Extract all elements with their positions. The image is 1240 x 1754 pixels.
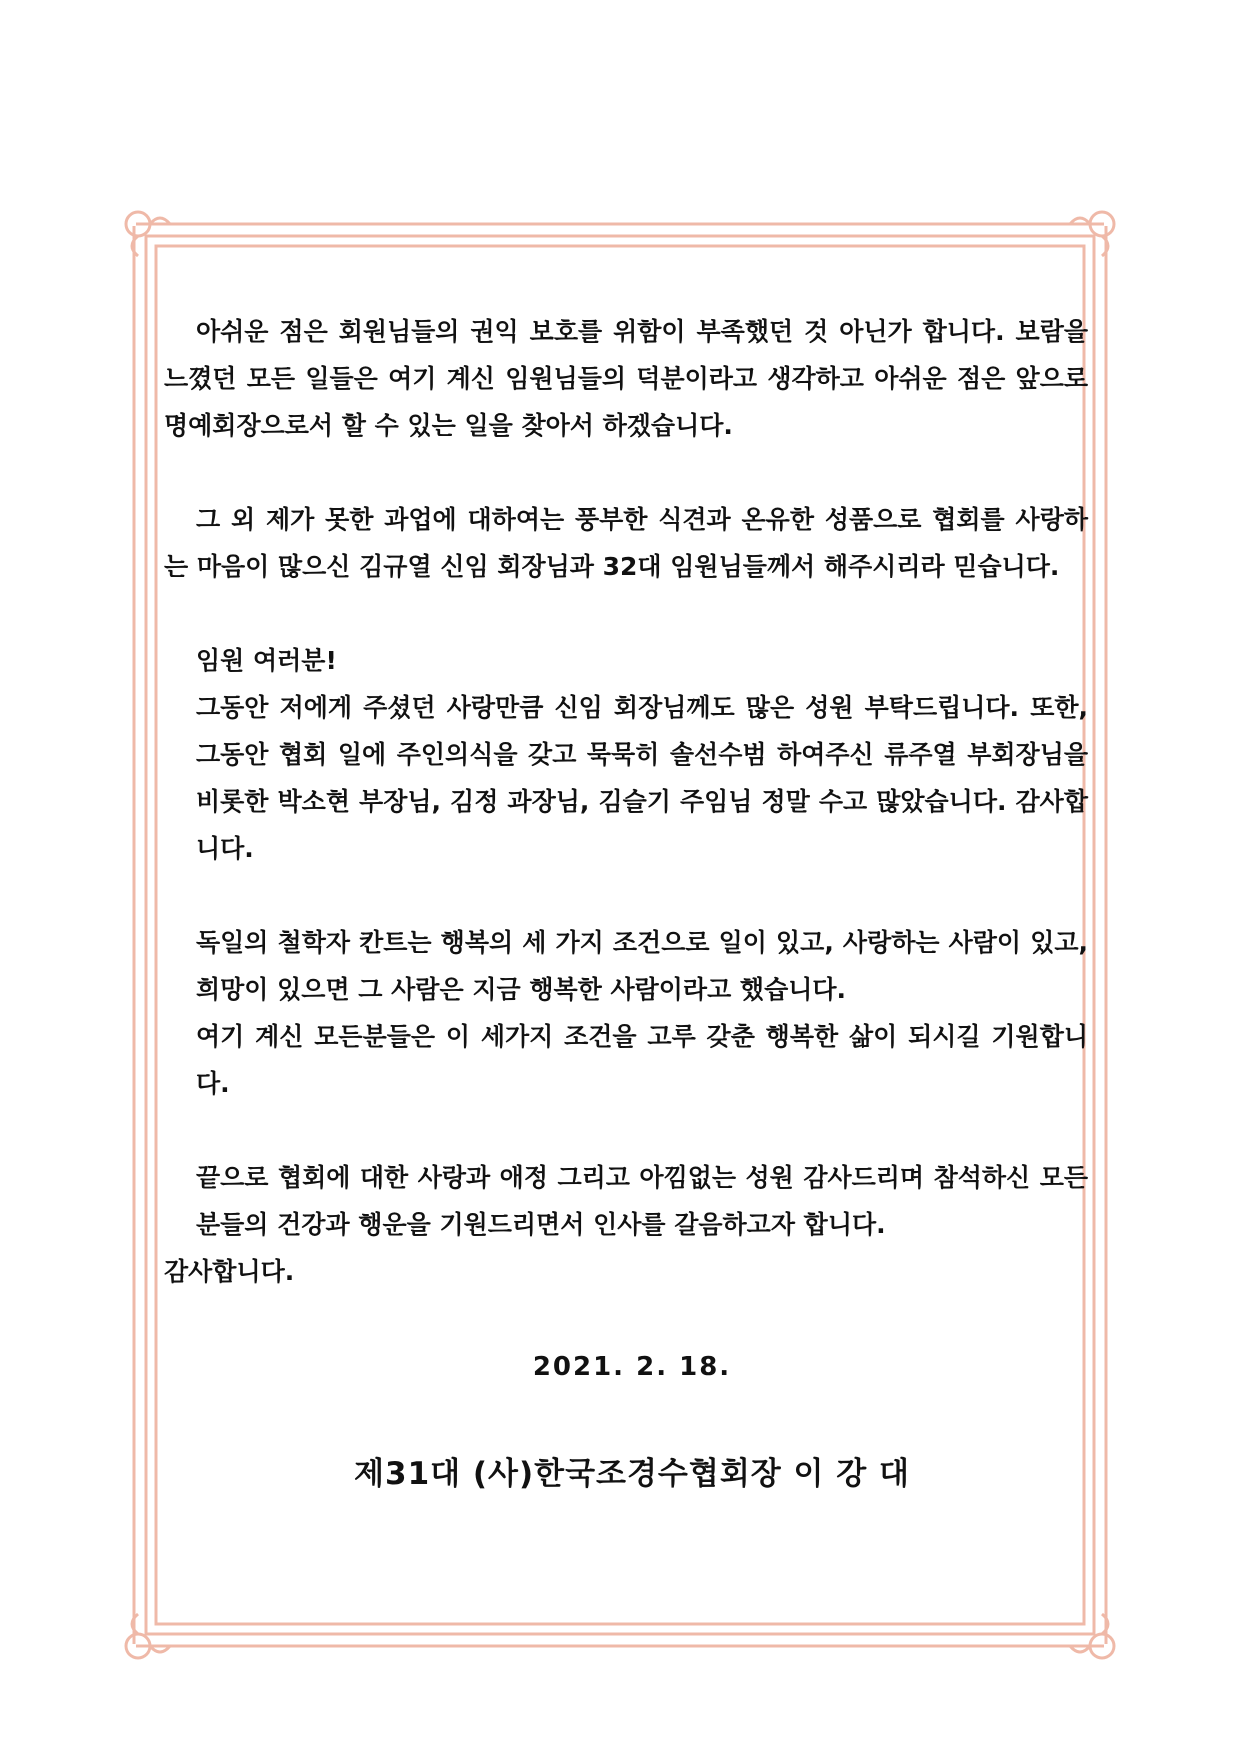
paragraph-3-greeting: 임원 여러분! [196,646,337,675]
paragraph-3-text: 그동안 저에게 주셨던 사랑만큼 신임 회장님께도 많은 성원 부탁드립니다. 또한, 그동안 협회 일에 주인의식을 갖고 묵묵히 솔선수범 하여주신 류주열 부회장님을 비롯한 박소현 부장님, 김정 과장님, 김슬기 주임님 정말 수고 많았습니다. 감사합니다. [196,693,1088,863]
paragraph-2-text: 그 외 제가 못한 과업에 대하여는 풍부한 식견과 온유한 성품으로 협회를 사랑하는 마음이 많으신 김규열 신임 회장님과 32대 임원님들께서 해주시리라 믿습니다. [164,505,1088,581]
paragraph-1 [164,308,1088,449]
closing-thanks: 감사합니다. [164,1257,295,1286]
signature-line: 제31대 (사)한국조경수협회장 이 강 대 [354,1456,910,1492]
letter-date: 2021. 2. 18. [532,1352,732,1382]
paragraph-4-wish: 여기 계신 모든분들은 이 세가지 조건을 고루 갖춘 행복한 삶이 되시길 기원합니다. [196,1022,1088,1098]
paragraph-5-text: 끝으로 협회에 대한 사랑과 애정 그리고 아낌없는 성원 감사드리며 참석하신 모든 분들의 건강과 행운을 기원드리면서 인사를 갈음하고자 합니다. [196,1163,1088,1239]
paragraph-4 [164,919,1088,1107]
paragraph-1-text: 아쉬운 점은 회원님들의 권익 보호를 위함이 부족했던 것 아닌가 합니다. 보람을 느꼈던 모든 일들은 여기 계신 임원님들의 덕분이라고 생각하고 아쉬운 점은 앞으로 명예회장으로서 할 수 있는 일을 찾아서 하겠습니다. [164,317,1088,440]
paragraph-2 [164,496,1088,590]
paragraph-3 [164,637,1088,872]
paragraph-4-text: 독일의 철학자 칸트는 행복의 세 가지 조건으로 일이 있고, 사랑하는 사람이 있고, 희망이 있으면 그 사람은 지금 행복한 사람이라고 했습니다. [196,928,1088,1004]
letter-body [164,308,1088,1295]
paragraph-5 [164,1154,1088,1295]
